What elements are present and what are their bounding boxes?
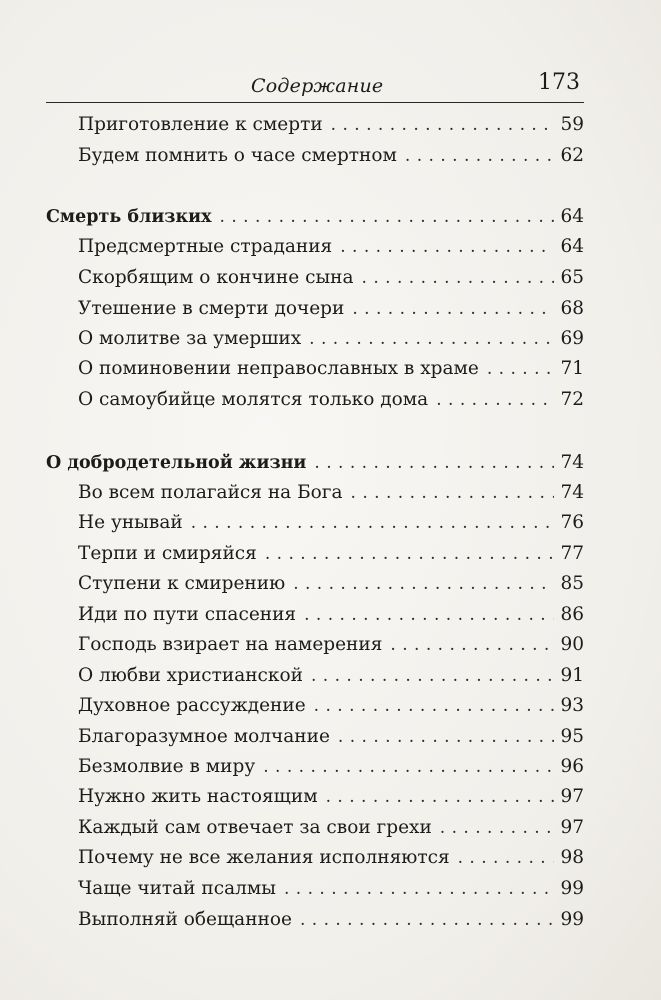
- toc-entry-page: 93: [560, 695, 584, 716]
- toc-entry-page: 68: [560, 298, 584, 319]
- toc-entry: [46, 543, 584, 573]
- page-number: 173: [538, 70, 580, 95]
- toc-entry: [46, 145, 584, 175]
- dot-leader: [351, 483, 554, 503]
- toc-section-title: Смерть близких: [46, 207, 212, 227]
- toc-entry-title: О любви христианской: [78, 665, 303, 686]
- toc-entry: [46, 482, 584, 512]
- toc-section-page: 64: [560, 206, 584, 227]
- toc-entry-title: Благоразумное молчание: [78, 726, 330, 747]
- dot-leader: [220, 207, 554, 227]
- dot-leader: [458, 848, 554, 868]
- toc-entry-title: О молитве за умерших: [78, 328, 302, 349]
- toc-entry: [46, 236, 584, 266]
- dot-leader: [263, 757, 554, 777]
- toc-entry-page: 64: [560, 236, 584, 257]
- toc-entry-page: 65: [560, 267, 584, 288]
- toc-entry-page: 59: [560, 114, 584, 135]
- toc-entry: [46, 358, 584, 388]
- toc-entry: [46, 817, 584, 847]
- dot-leader: [436, 390, 554, 410]
- dot-leader: [309, 329, 554, 349]
- toc-entry: [46, 634, 584, 664]
- toc-entry-page: 72: [560, 389, 584, 410]
- dot-leader: [300, 910, 554, 930]
- toc-entry-page: 62: [560, 145, 584, 166]
- toc-entry-page: 99: [560, 909, 584, 930]
- toc-entry: [46, 267, 584, 297]
- toc-entry: [46, 114, 584, 144]
- toc-entry: [46, 847, 584, 877]
- dot-leader: [405, 146, 554, 166]
- toc-entry: [46, 389, 584, 419]
- toc-entry-title: О поминовении неправославных в храме: [78, 358, 479, 379]
- toc-entry: [46, 512, 584, 542]
- toc-entry-page: 97: [560, 786, 584, 807]
- toc-entry-page: 77: [560, 543, 584, 564]
- toc-entry-title: Почему не все желания исполняются: [78, 847, 450, 868]
- toc-section: [46, 206, 584, 236]
- toc-entry-title: Выполняй обещанное: [78, 909, 292, 930]
- toc-entry-page: 76: [560, 512, 584, 533]
- toc-entry-title: Предсмертные страдания: [78, 236, 333, 257]
- toc-entry: [46, 726, 584, 756]
- dot-leader: [362, 268, 554, 288]
- toc-entry: [46, 665, 584, 695]
- toc-entry-page: 71: [560, 358, 584, 379]
- toc-entry-title: Чаще читай псалмы: [78, 878, 276, 899]
- dot-leader: [304, 605, 554, 625]
- toc-entry: [46, 756, 584, 786]
- dot-leader: [326, 787, 554, 807]
- toc-section: [46, 452, 584, 482]
- dot-leader: [311, 666, 554, 686]
- toc-entry-page: 97: [560, 817, 584, 838]
- toc-entry-page: 85: [560, 573, 584, 594]
- dot-leader: [314, 696, 554, 716]
- toc-entry-title: О самоубийце молятся только дома: [78, 389, 429, 410]
- toc-entry-title: Скорбящим о кончине сына: [78, 267, 354, 288]
- toc-entry-page: 86: [560, 604, 584, 625]
- dot-leader: [390, 635, 554, 655]
- dot-leader: [338, 727, 554, 747]
- toc-entry-title: Не унывай: [78, 512, 183, 533]
- toc-entry: [46, 298, 584, 328]
- toc-entry-title: Господь взирает на намерения: [78, 634, 383, 655]
- toc-entry-title: Во всем полагайся на Бога: [78, 482, 343, 503]
- toc-entry-title: Нужно жить настоящим: [78, 786, 318, 807]
- dot-leader: [284, 879, 554, 899]
- toc-entry: [46, 909, 584, 939]
- toc-entry-title: Терпи и смиряйся: [78, 543, 257, 564]
- toc-entry: [46, 573, 584, 603]
- dot-leader: [191, 513, 554, 533]
- toc-entry-title: Безмолвие в миру: [78, 756, 256, 777]
- toc-section-page: 74: [560, 452, 584, 473]
- running-head: Содержание: [251, 75, 384, 97]
- toc-entry: [46, 878, 584, 908]
- toc-entry: [46, 604, 584, 634]
- toc-entry-page: 98: [560, 847, 584, 868]
- toc-entry-title: Утешение в смерти дочери: [78, 298, 345, 319]
- toc-entry-title: Духовное рассуждение: [78, 695, 306, 716]
- page-header: [46, 70, 584, 100]
- toc-entry-title: Приготовление к смерти: [78, 114, 323, 135]
- dot-leader: [331, 115, 554, 135]
- toc-entry-page: 96: [560, 756, 584, 777]
- toc-entry: [46, 695, 584, 725]
- toc-entry-title: Будем помнить о часе смертном: [78, 145, 397, 166]
- toc-entry-page: 74: [560, 482, 584, 503]
- header-rule: [46, 102, 584, 103]
- toc-section-title: О добродетельной жизни: [46, 453, 307, 473]
- toc-entry-title: Иди по пути спасения: [78, 604, 297, 625]
- dot-leader: [314, 453, 554, 473]
- toc-entry-page: 69: [560, 328, 584, 349]
- toc-entry: [46, 328, 584, 358]
- dot-leader: [487, 359, 554, 379]
- toc-entry-title: Ступени к смирению: [78, 573, 286, 594]
- toc-entry-page: 95: [560, 726, 584, 747]
- dot-leader: [265, 544, 554, 564]
- toc-entry-page: 91: [560, 665, 584, 686]
- toc-entry-title: Каждый сам отвечает за свои грехи: [78, 817, 432, 838]
- dot-leader: [352, 299, 554, 319]
- dot-leader: [340, 237, 554, 257]
- toc-entry-page: 90: [560, 634, 584, 655]
- toc-entry-page: 99: [560, 878, 584, 899]
- toc-entry: [46, 786, 584, 816]
- dot-leader: [293, 574, 554, 594]
- dot-leader: [440, 818, 554, 838]
